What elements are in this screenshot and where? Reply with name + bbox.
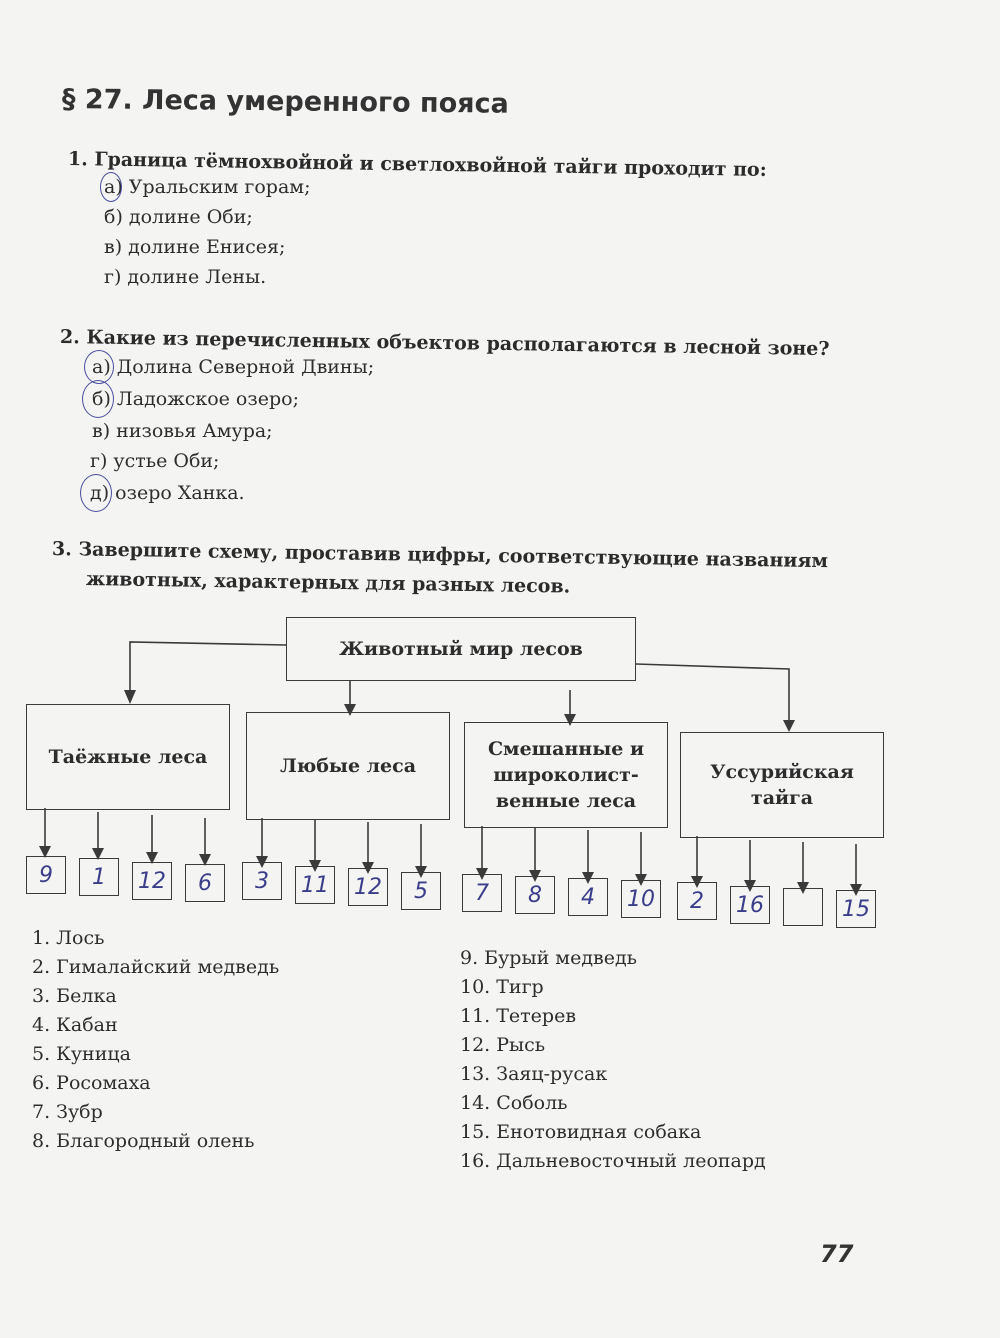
category-label-mixed-line2: широколист- [493,764,639,786]
q2-option-b[interactable]: б) Ладожское озеро; [92,388,299,410]
q1-option-a[interactable]: а) Уральским горам; [104,176,311,198]
animal-item: 7. Зубр [32,1101,103,1123]
answer-box[interactable]: 7 [462,874,502,912]
category-box-any-forests [246,712,450,820]
answer-box[interactable]: 12 [348,868,388,906]
answer-box[interactable]: 10 [621,880,661,918]
animal-item: 16. Дальневосточный леопард [460,1150,766,1172]
animal-item: 14. Соболь [460,1092,568,1114]
category-label-mixed-line3: венные леса [495,790,637,812]
answer-box[interactable]: 8 [515,876,555,914]
answer-box[interactable]: 3 [242,862,282,900]
question-1-text: 1. Граница тёмнохвойной и светлохвойной тайги проходит по: [67,148,767,181]
q2-option-v[interactable]: в) низовья Амура; [92,420,273,442]
page-number: 77 [820,1240,854,1268]
q2-option-d[interactable]: д) озеро Ханка. [90,482,245,504]
animal-item: 1. Лось [32,927,105,949]
category-box-ussuri-taiga [680,732,884,838]
animal-item: 2. Гималайский медведь [32,956,280,978]
animal-item: 10. Тигр [460,976,544,998]
answer-box[interactable]: 2 [677,882,717,920]
animals-list-right [460,944,766,1176]
animal-item: 13. Заяц-русак [460,1063,608,1085]
category-label-any-forests: Любые леса [279,755,417,777]
animal-item: 9. Бурый медведь [460,947,638,969]
q1-option-b[interactable]: б) долине Оби; [104,206,253,228]
question-2-text: 2. Какие из перечисленных объектов располагаются в лесной зоне? [59,326,830,361]
answer-box[interactable]: 6 [185,864,225,902]
page-title: § 27. Леса умеренного пояса [61,84,509,120]
answer-box[interactable]: 1 [79,858,119,896]
animal-item: 15. Енотовидная собака [460,1121,702,1143]
category-box-mixed-forests [464,722,668,828]
category-box-taiga [26,704,230,810]
category-label-ussuri-line1: Уссурийская [710,761,854,783]
animal-item: 11. Тетерев [460,1005,577,1027]
scheme-root-box [286,617,636,681]
answer-box[interactable]: 4 [568,878,608,916]
category-label-mixed-line1: Смешанные и [487,738,645,760]
question-3-line2: животных, характерных для разных лесов. [85,568,571,598]
answer-box[interactable]: 9 [26,856,66,894]
answer-box[interactable]: 12 [132,862,172,900]
q1-option-g[interactable]: г) долине Лены. [104,266,267,288]
q1-option-v[interactable]: в) долине Енисея; [104,236,286,258]
q2-option-a[interactable]: а) Долина Северной Двины; [92,356,375,378]
answer-box-empty[interactable] [783,888,823,926]
animal-item: 3. Белка [32,985,117,1007]
animal-item: 4. Кабан [32,1014,118,1036]
animal-item: 8. Благородный олень [32,1130,255,1152]
answer-box[interactable]: 5 [401,872,441,910]
category-label-ussuri-line2: тайга [750,787,814,809]
answer-box[interactable]: 15 [836,890,876,928]
animal-item: 5. Куница [32,1043,131,1065]
q2-option-g[interactable]: г) устье Оби; [90,450,220,472]
animals-list-left [32,924,279,1156]
animal-item: 12. Рысь [460,1034,546,1056]
answer-box[interactable]: 11 [295,866,335,904]
animal-item: 6. Росомаха [32,1072,151,1094]
question-3-line1: 3. Завершите схему, проставив цифры, соответствующие названиям [51,538,829,573]
category-label-taiga: Таёжные леса [48,746,208,768]
answer-box[interactable]: 16 [730,886,770,924]
scheme-root-label: Животный мир лесов [339,638,583,660]
